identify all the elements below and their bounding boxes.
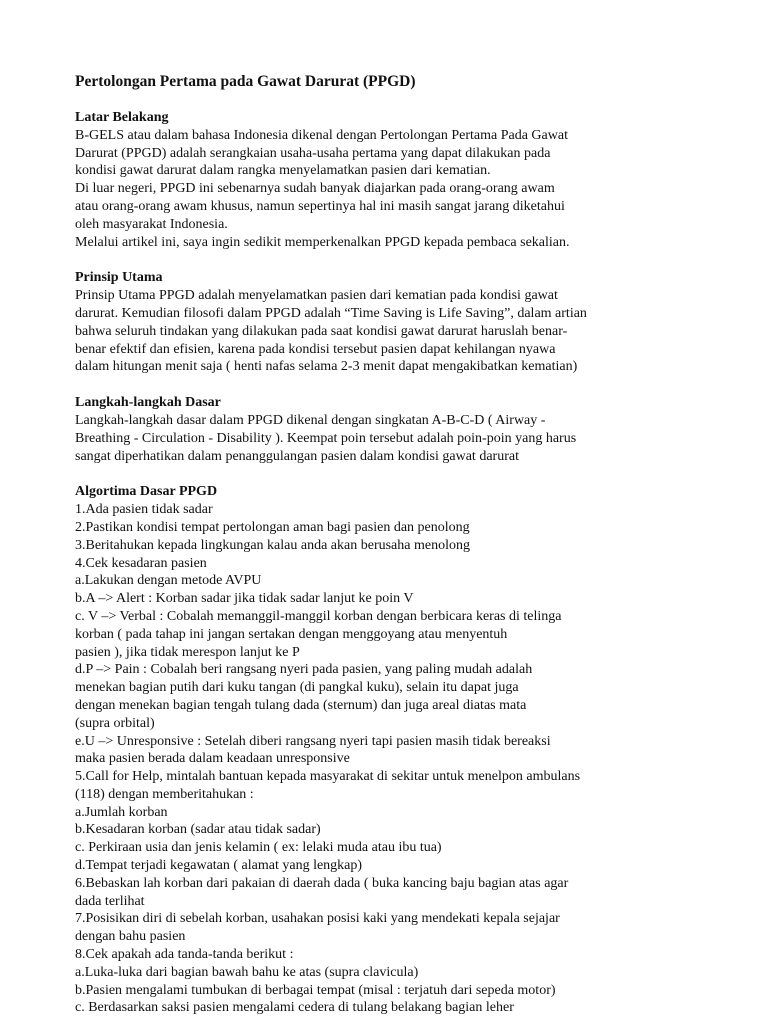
list-line: pasien ), jika tidak merespon lanjut ke P bbox=[75, 644, 300, 660]
list-line: dengan bahu pasien bbox=[75, 929, 186, 945]
document-title: Pertolongan Pertama pada Gawat Darurat (PPGD) bbox=[75, 73, 416, 90]
list-line: 5.Call for Help, mintalah bantuan kepada masyarakat di sekitar untuk menelpon ambulans bbox=[75, 769, 581, 785]
list-line: b.A –> Alert : Korban sadar jika tidak sadar lanjut ke poin V bbox=[75, 591, 414, 607]
paragraph-line: B-GELS atau dalam bahasa Indonesia dikenal dengan Pertolongan Pertama Pada Gawat bbox=[75, 127, 568, 143]
list-line: e.U –> Unresponsive : Setelah diberi rangsang nyeri tapi pasien masih tidak bereaksi bbox=[75, 733, 551, 749]
list-line: (118) dengan memberitahukan : bbox=[75, 786, 254, 802]
list-line: a.Jumlah korban bbox=[75, 804, 168, 820]
paragraph-line: benar efektif dan efisien, karena pada kondisi tersebut pasien dapat kehilangan nyawa bbox=[75, 341, 556, 357]
list-line: 8.Cek apakah ada tanda-tanda berikut : bbox=[75, 947, 294, 963]
list-line: b.Kesadaran korban (sadar atau tidak sadar) bbox=[75, 822, 321, 838]
list-line: menekan bagian putih dari kuku tangan (di pangkal kuku), selain itu dapat juga bbox=[75, 680, 519, 696]
paragraph-line: bahwa seluruh tindakan yang dilakukan pada saat kondisi gawat darurat haruslah benar- bbox=[75, 323, 568, 339]
paragraph-line: Melalui artikel ini, saya ingin sedikit memperkenalkan PPGD kepada pembaca sekalian. bbox=[75, 234, 570, 250]
list-line: c. V –> Verbal : Cobalah memanggil-manggil korban dengan berbicara keras di telinga bbox=[75, 608, 562, 624]
list-line: c. Berdasarkan saksi pasien mengalami cedera di tulang belakang bagian leher bbox=[75, 1000, 514, 1016]
section-langkah-langkah-dasar bbox=[75, 394, 755, 465]
list-line: 1.Ada pasien tidak sadar bbox=[75, 502, 213, 518]
list-line: b.Pasien mengalami tumbukan di berbagai tempat (misal : terjatuh dari sepeda motor) bbox=[75, 982, 556, 998]
paragraph-line: dalam hitungan menit saja ( henti nafas selama 2-3 menit dapat mengakibatkan kematian) bbox=[75, 359, 578, 375]
section-heading: Prinsip Utama bbox=[75, 270, 163, 286]
section-heading: Latar Belakang bbox=[75, 110, 169, 125]
list-line: 7.Posisikan diri di sebelah korban, usahakan posisi kaki yang mendekati kepala sejajar bbox=[75, 911, 560, 927]
paragraph-line: darurat. Kemudian filosofi dalam PPGD adalah “Time Saving is Life Saving”, dalam artian bbox=[75, 305, 587, 321]
paragraph-line: Prinsip Utama PPGD adalah menyelamatkan pasien dari kematian pada kondisi gawat bbox=[75, 288, 558, 304]
paragraph-line: Darurat (PPGD) adalah serangkaian usaha-usaha pertama yang dapat dilakukan pada bbox=[75, 145, 551, 161]
list-line: 6.Bebaskan lah korban dari pakaian di daerah dada ( buka kancing baju bagian atas agar bbox=[75, 875, 569, 891]
list-line: 3.Beritahukan kepada lingkungan kalau anda akan berusaha menolong bbox=[75, 537, 470, 553]
list-line: 4.Cek kesadaran pasien bbox=[75, 555, 207, 571]
paragraph-line: Di luar negeri, PPGD ini sebenarnya sudah banyak diajarkan pada orang-orang awam bbox=[75, 181, 555, 197]
section-algoritma-dasar bbox=[75, 483, 755, 1017]
section-latar-belakang bbox=[75, 109, 755, 251]
section-heading: Algortima Dasar PPGD bbox=[75, 484, 218, 500]
list-line: korban ( pada tahap ini jangan sertakan dengan menggoyang atau menyentuh bbox=[75, 626, 508, 642]
list-line: a.Luka-luka dari bagian bawah bahu ke atas (supra clavicula) bbox=[75, 964, 419, 980]
section-prinsip-utama bbox=[75, 269, 755, 376]
list-line: d.P –> Pain : Cobalah beri rangsang nyeri pada pasien, yang paling mudah adalah bbox=[75, 662, 533, 678]
document-page bbox=[75, 72, 755, 1035]
list-line: d.Tempat terjadi kegawatan ( alamat yang lengkap) bbox=[75, 858, 363, 874]
section-heading: Langkah-langkah Dasar bbox=[75, 395, 221, 411]
list-line: maka pasien berada dalam keadaan unresponsive bbox=[75, 751, 350, 767]
list-line: dengan menekan bagian tengah tulang dada (sternum) dan juga areal diatas mata bbox=[75, 697, 527, 713]
list-line: 2.Pastikan kondisi tempat pertolongan aman bagi pasien dan penolong bbox=[75, 519, 470, 535]
paragraph-line: kondisi gawat darurat dalam rangka menyelamatkan pasien dari kematian. bbox=[75, 163, 491, 179]
list-line: c. Perkiraan usia dan jenis kelamin ( ex: lelaki muda atau ibu tua) bbox=[75, 840, 442, 856]
list-line: (supra orbital) bbox=[75, 715, 155, 731]
paragraph-line: sangat diperhatikan dalam penanggulangan pasien dalam kondisi gawat darurat bbox=[75, 448, 519, 464]
paragraph-line: oleh masyarakat Indonesia. bbox=[75, 216, 228, 232]
list-line: dada terlihat bbox=[75, 893, 145, 909]
paragraph-line: Langkah-langkah dasar dalam PPGD dikenal dengan singkatan A-B-C-D ( Airway - bbox=[75, 412, 546, 428]
paragraph-line: Breathing - Circulation - Disability ). Keempat poin tersebut adalah poin-poin yang harus bbox=[75, 430, 577, 446]
list-line: a.Lakukan dengan metode AVPU bbox=[75, 573, 262, 589]
paragraph-line: atau orang-orang awam khusus, namun sepertinya hal ini masih sangat jarang diketahui bbox=[75, 198, 565, 214]
